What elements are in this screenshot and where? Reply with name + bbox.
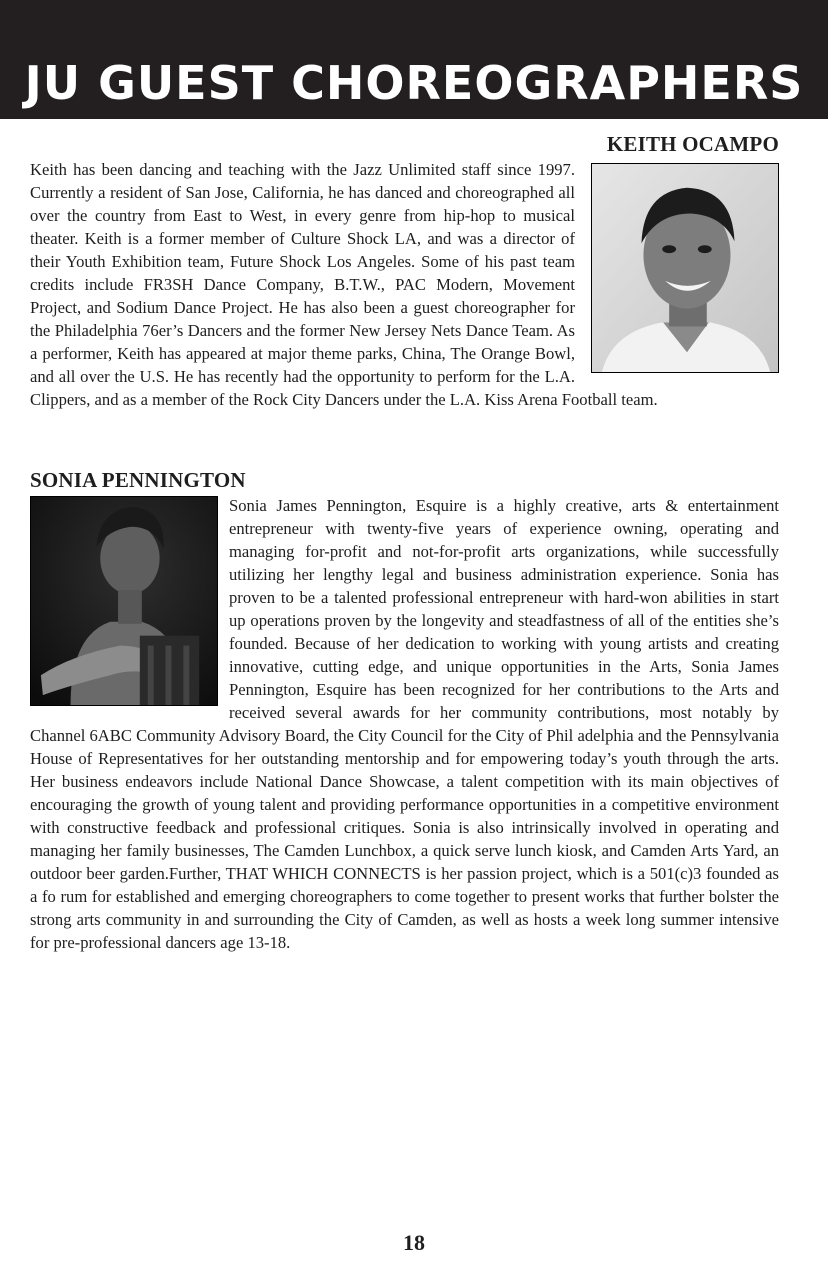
- profile-sonia-pennington: [30, 466, 779, 954]
- page-title: JU GUEST CHOREOGRAPHERS: [24, 55, 804, 110]
- profile-bio: Sonia James Pennington, Esquire is a highly creative, arts & entertainment entrepreneur with twenty-five years of experience owning, operating and managing for-profit and not-for-profit arts organizations, while successfully utilizing her lengthy legal and business administration experience. Sonia has proven to be a talented professional entrepreneur with hard-won abilities in start up operations proven by the longevity and steadfastness of all of the entities she’s founded. Because of her dedication to working with young artists and creating innovative, cutting edge, and unique opportunities in the Arts, Sonia James Pennington, Esquire has been recognized for her contributions to the Arts and received several awards for her community contributions, most notably by Channel 6ABC Community Advisory Board, the City Council for the City of Phil adelphia and the Pennsylvania House of Representatives for her outstanding mentorship and for empowering today’s youth through the arts. Her business endeavors include National Dance Showcase, a talent competition with its main objectives of encouraging the growth of young talent and providing performance opportunities in a competitive environment with constructive feedback and professional critiques. Sonia is also intrinsically involved in operating and managing her family businesses, The Camden Lunchbox, a quick serve lunch kiosk, and Camden Arts Yard, an outdoor beer garden.Further, THAT WHICH CONNECTS is her passion project, which is a 501(c)3 founded as a fo rum for established and emerging choreographers to come together to present works that further bolster the strong arts community in and surrounding the City of Camden, as well as hosts a week long summer intensive for pre-professional dancers age 13-18.: [30, 496, 779, 952]
- profile-keith-ocampo: [30, 130, 779, 411]
- profile-name: SONIA PENNINGTON: [30, 468, 246, 492]
- page-number: 18: [403, 1230, 425, 1255]
- profile-bio: Keith has been dancing and teaching with the Jazz Unlimited staff since 1997. Currently a resident of San Jose, California, he has danced and choreographed all over the country from East to West, in every genre from hip-hop to musical theater. Keith is a former member of Culture Shock LA, and was a director of their Youth Exhibition team, Future Shock Los Angeles. Some of his past team credits include FR3SH Dance Company, B.T.W., PAC Modern, Movement Project, and Sodium Dance Project. He has also been a guest choreographer for the Philadelphia 76er’s Dancers and the former New Jersey Nets Dance Team. As a performer, Keith has appeared at major theme parks, China, The Orange Bowl, and all over the U.S. He has recently had the opportunity to perform for the L.A. Clippers, and as a member of the Rock City Dancers under the L.A. Kiss Arena Football team.: [30, 160, 658, 409]
- profile-name: KEITH OCAMPO: [606, 132, 779, 156]
- portrait-photo-icon: [30, 496, 218, 706]
- page-banner: [0, 0, 828, 119]
- portrait-photo-icon: [591, 163, 779, 373]
